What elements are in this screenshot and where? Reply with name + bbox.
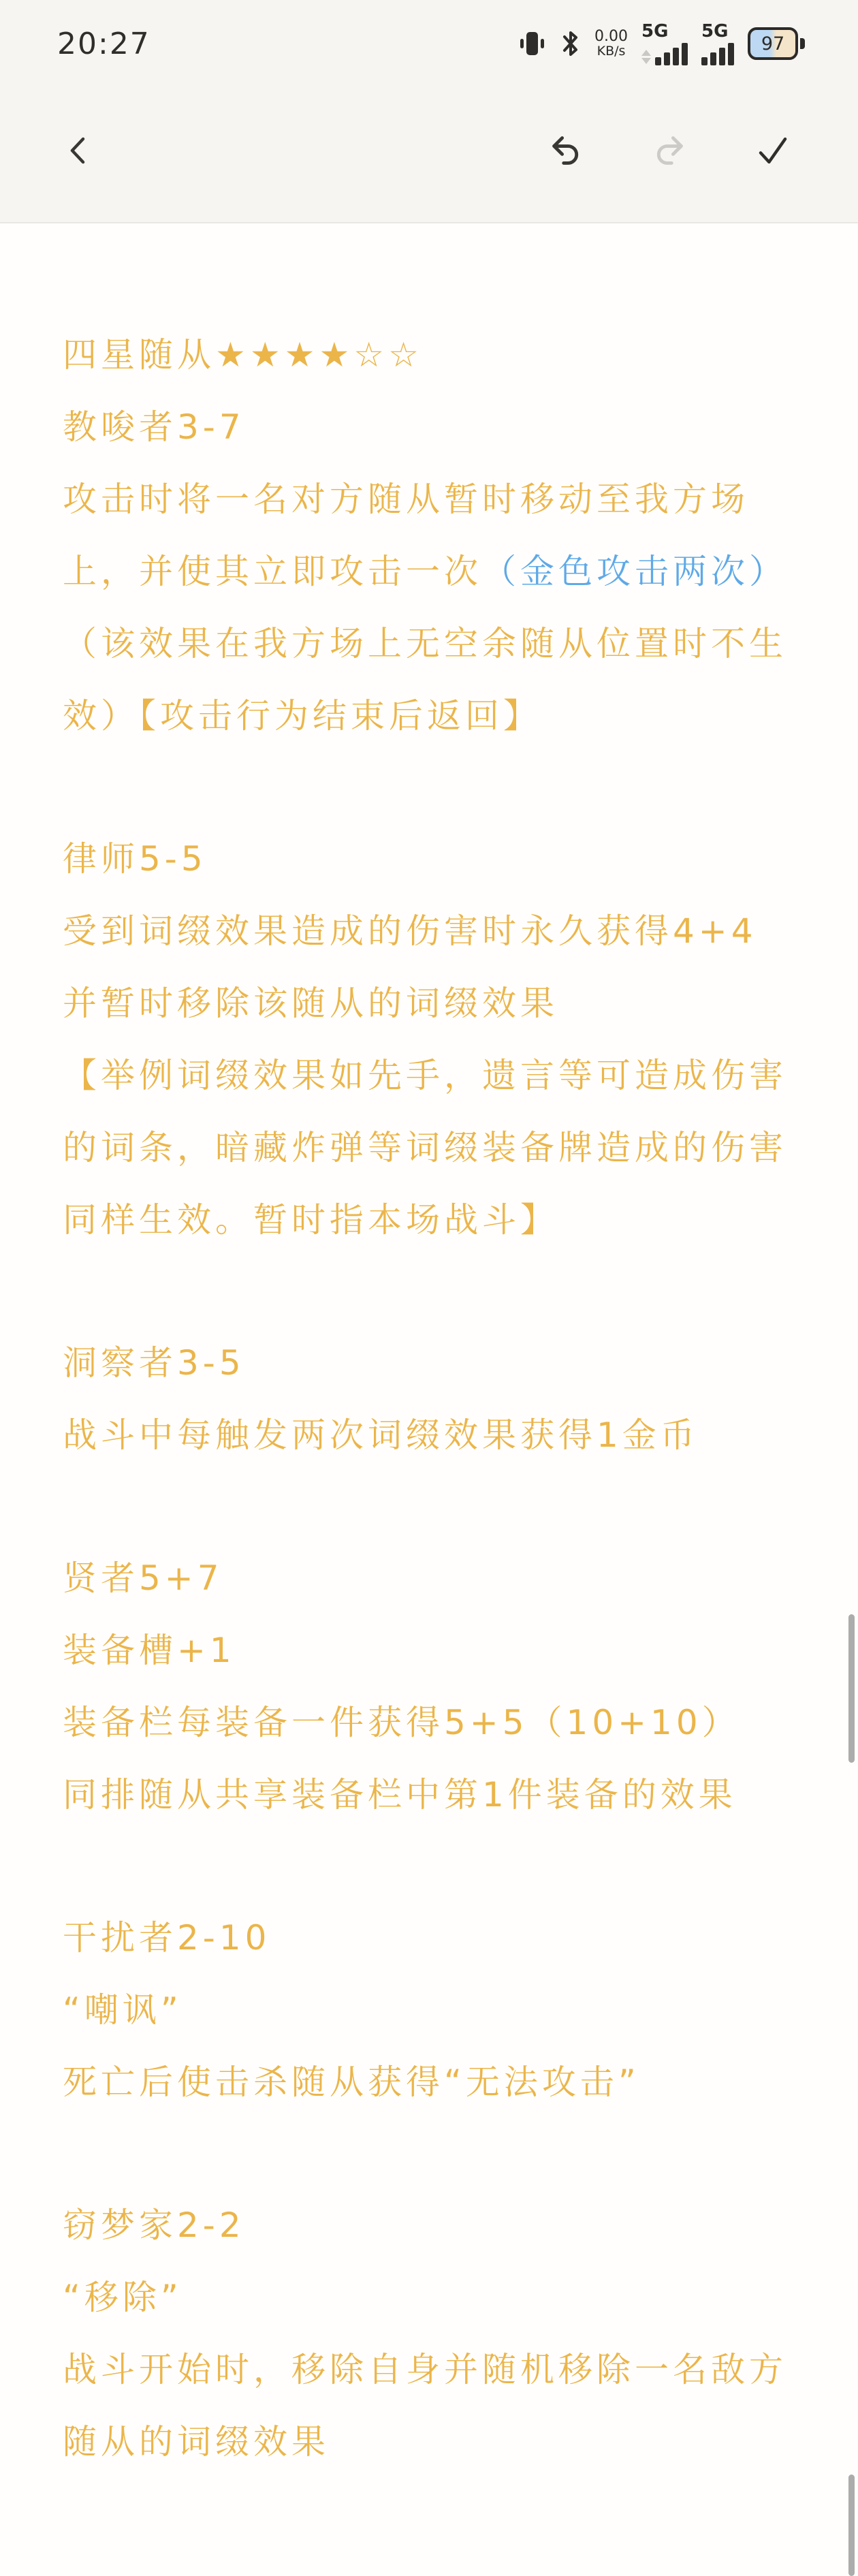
redo-button[interactable] [649,131,690,172]
text-segment: 窃梦家2-2 [63,2205,245,2245]
text-segment: 受到词缀效果造成的伤害时永久获得4+4 [63,911,757,951]
text-segment: 【举例词缀效果如先手，遗言等可造成伤害 [63,1056,787,1095]
back-button[interactable] [59,131,99,172]
confirm-button[interactable] [752,131,793,172]
battery-icon [748,27,798,60]
note-paragraph [63,823,797,1256]
note-paragraph [63,1902,797,2118]
text-segment: 律师5-5 [63,839,207,879]
note-line [63,895,797,967]
note-line [63,680,797,752]
note-line [63,2406,797,2478]
note-line [63,463,797,535]
network-speed [594,29,628,58]
battery-percent: 97 [761,33,785,54]
status-bar [0,0,858,80]
text-segment: 四星随从★★★★☆☆ [63,335,423,375]
scrollbar-thumb[interactable] [848,2475,855,2576]
text-segment: 死亡后使击杀随从获得“无法攻击” [63,2062,640,2102]
text-segment: 上，并使其立即攻击一次 [63,552,482,591]
note-line [63,1974,797,2046]
chevron-left-icon [63,134,95,169]
text-segment: 攻击时将一名对方随从暂时移动至我方场 [63,480,749,519]
text-segment: 战斗中每触发两次词缀效果获得1金币 [63,1415,699,1455]
text-segment: 效）【攻击行为结束后返回】 [63,696,541,736]
bluetooth-icon [560,28,581,59]
battery-indicator [748,27,805,60]
text-segment: 随从的词缀效果 [63,2422,330,2462]
text-segment: 同样生效。暂时指本场战斗】 [63,1200,558,1240]
note-line [63,319,797,391]
sim1-network-label: 5G [641,20,669,42]
text-segment: 干扰者2-10 [63,1918,271,1958]
note-line [63,1759,797,1831]
text-segment: 的词条，暗藏炸弹等词缀装备牌造成的伤害 [63,1128,787,1167]
text-segment: “移除” [63,2278,182,2317]
data-activity-icon [641,50,651,64]
note-line [63,2189,797,2261]
note-line [63,1686,797,1759]
undo-icon [548,133,584,170]
note-line [63,1614,797,1686]
note-line [63,2046,797,2118]
note-line [63,1039,797,1112]
note-paragraph [63,319,797,752]
note-line [63,1902,797,1974]
vibrate-icon [517,27,547,60]
note-line [63,1542,797,1614]
sim2-network-label: 5G [701,20,729,42]
note-line [63,1112,797,1184]
note-line [63,391,797,463]
note-line [63,967,797,1039]
signal-sim2 [701,22,734,65]
status-icons [517,22,805,65]
text-segment: 教唆者3-7 [63,407,245,447]
undo-button[interactable] [545,131,586,172]
text-segment: 同排随从共享装备栏中第1件装备的效果 [63,1775,737,1815]
note-body[interactable] [0,223,858,2478]
note-line [63,1327,797,1399]
signal-sim1 [641,22,688,65]
network-speed-value: 0.00 [594,28,628,46]
scrollbar-thumb[interactable] [848,1614,855,1763]
note-line [63,1184,797,1256]
note-paragraph [63,2189,797,2478]
text-segment: 并暂时移除该随从的词缀效果 [63,984,558,1023]
note-line [63,1399,797,1471]
redo-icon [652,133,687,170]
status-time: 20:27 [57,26,150,61]
note-line [63,2334,797,2406]
note-line [63,823,797,895]
note-line [63,535,797,608]
battery-nub [800,38,805,49]
toolbar-actions [545,131,793,172]
text-segment: （金色攻击两次） [482,552,787,591]
text-segment: “嘲讽” [63,1990,182,2030]
note-paragraph [63,1327,797,1471]
text-segment: 装备槽+1 [63,1631,236,1670]
note-paragraph [63,1542,797,1831]
network-speed-unit: KB/s [597,43,626,59]
text-segment: （该效果在我方场上无空余随从位置时不生 [63,624,787,663]
text-segment: 战斗开始时，移除自身并随机移除一名敌方 [63,2350,787,2389]
text-segment: 贤者5+7 [63,1558,223,1598]
note-line [63,2261,797,2334]
check-icon [754,132,791,171]
text-segment: 洞察者3-5 [63,1343,245,1383]
note-toolbar [0,80,858,222]
top-chrome [0,0,858,223]
text-segment: 装备栏每装备一件获得5+5（10+10） [63,1703,740,1742]
note-line [63,608,797,680]
